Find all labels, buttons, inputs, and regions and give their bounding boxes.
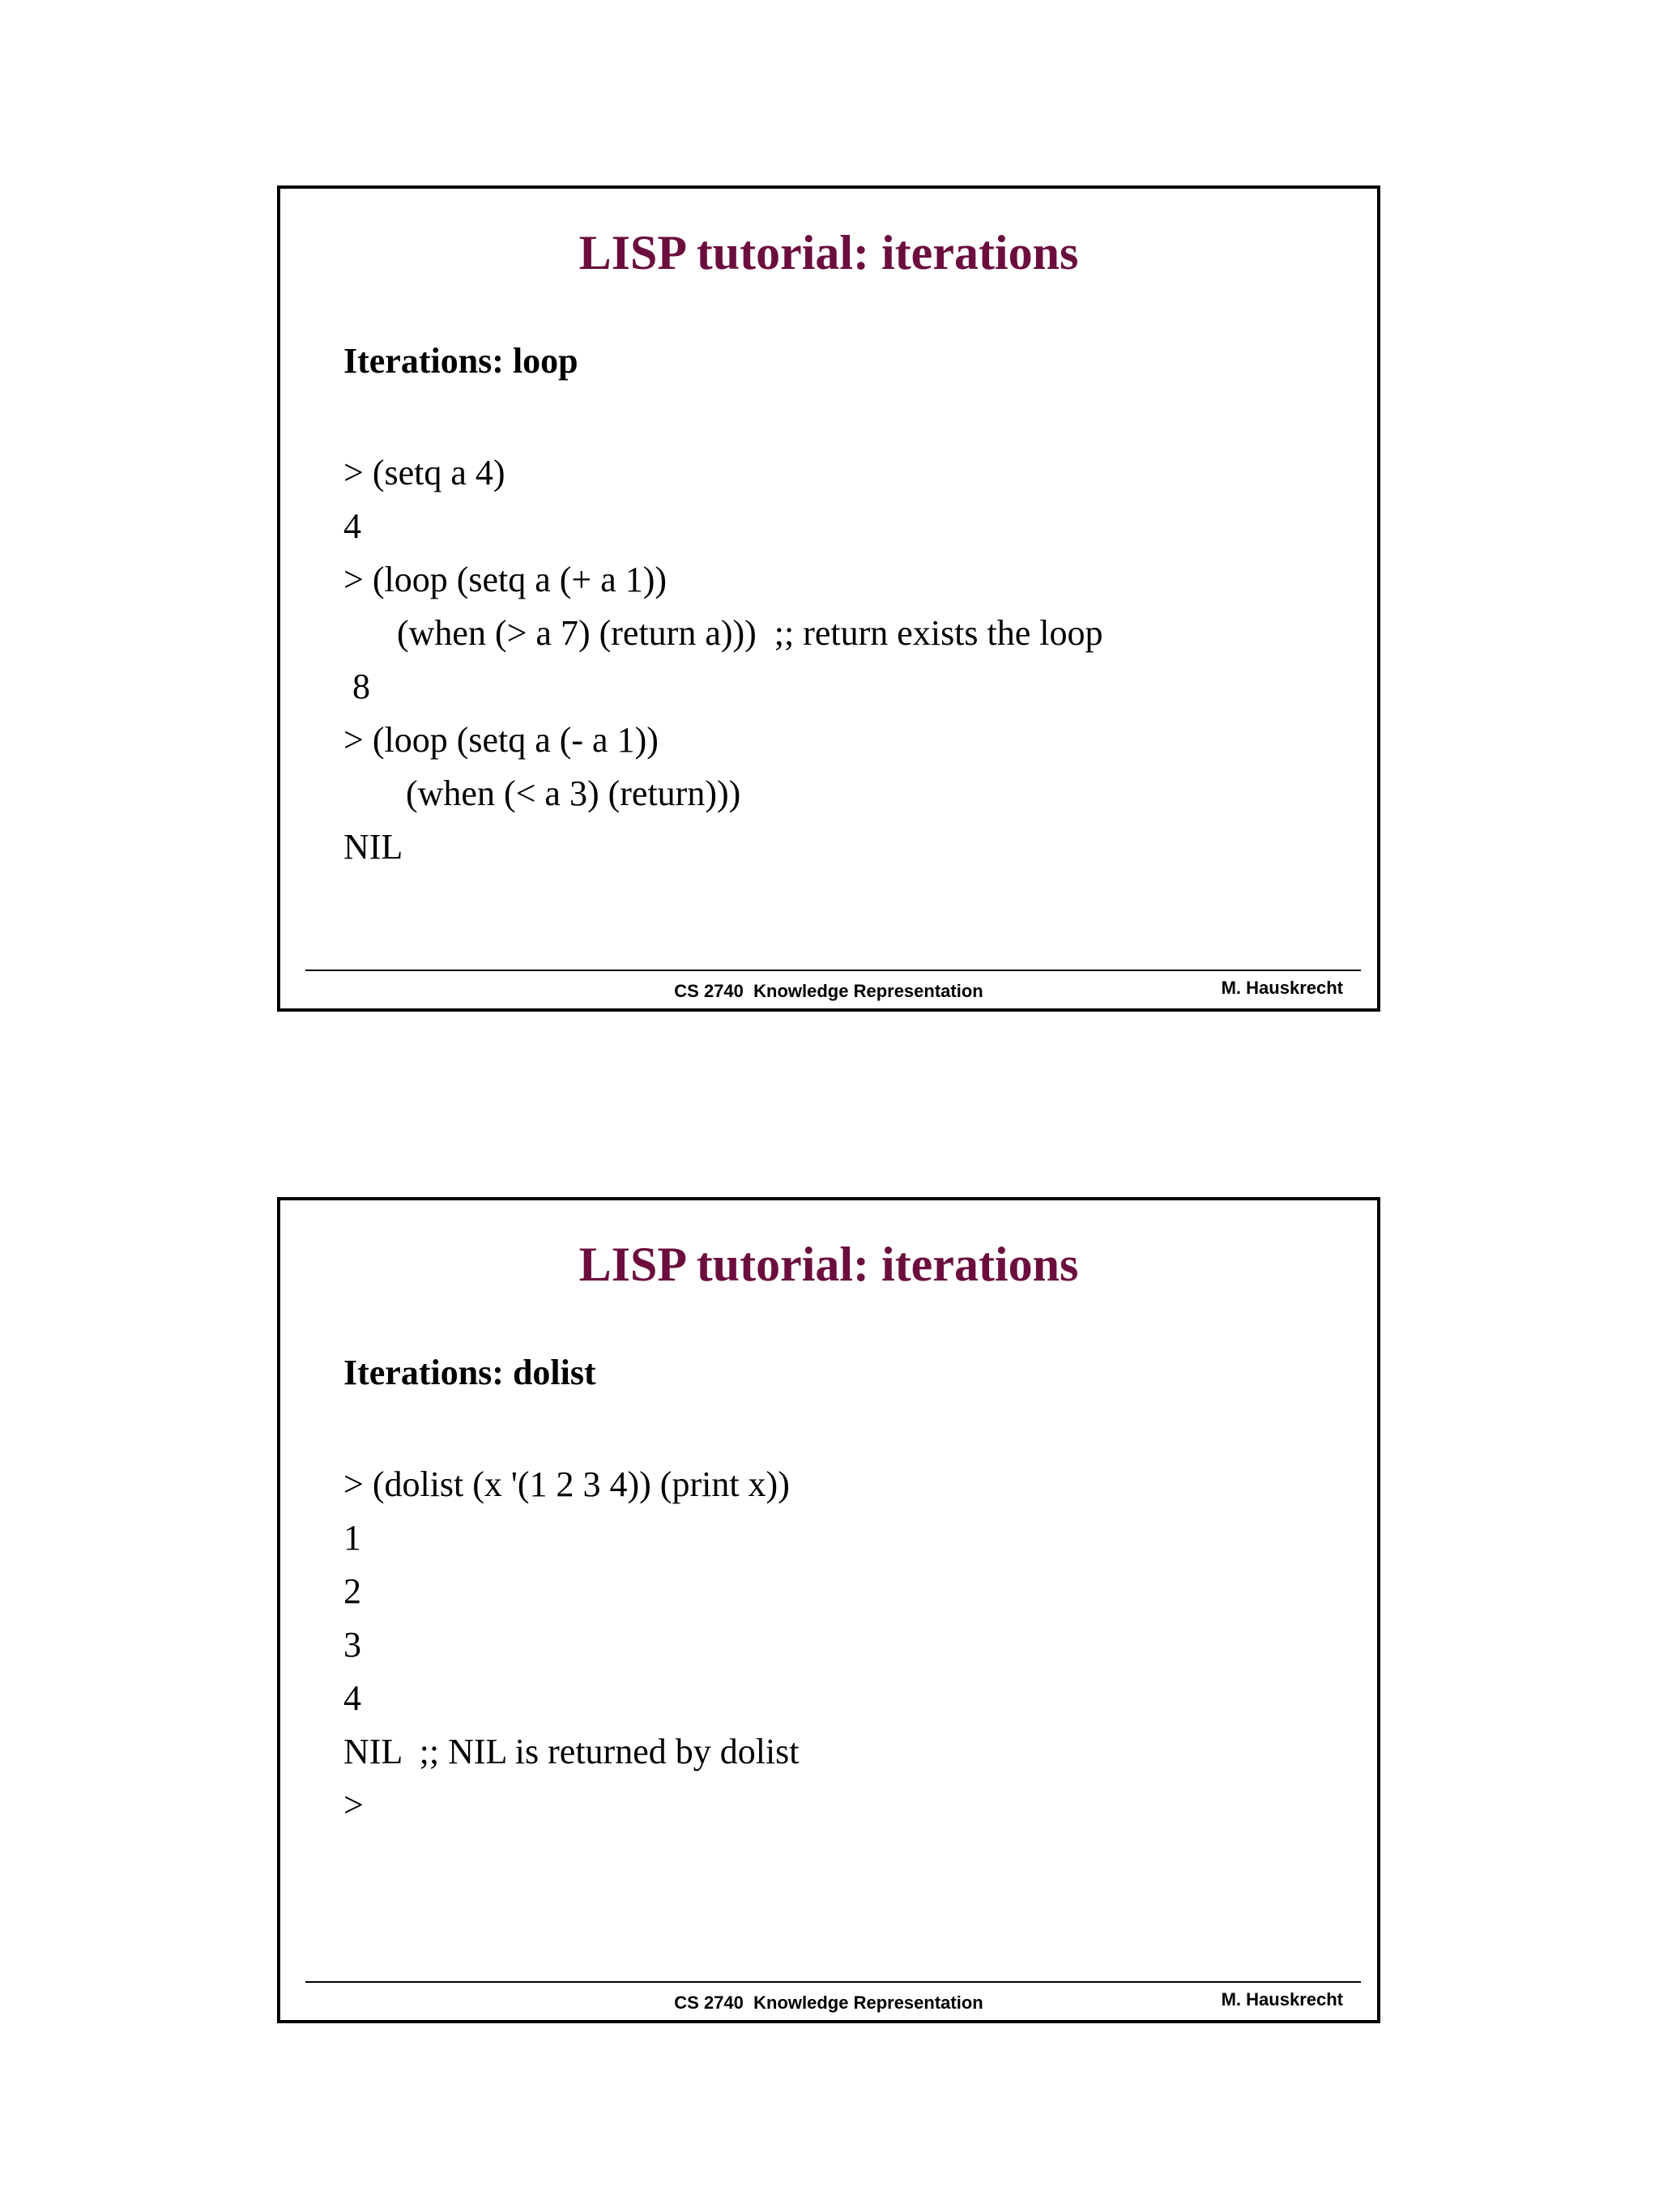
slide-title: LISP tutorial: iterations [578, 1238, 1079, 1291]
section-heading: Iterations: loop [343, 341, 578, 381]
footer-course: CS 2740 Knowledge Representation [674, 1993, 983, 2013]
footer-author: M. Hauskrecht [1221, 978, 1343, 998]
code-line: (when (< a 3) (return))) [343, 774, 741, 813]
code-line: NIL ;; NIL is returned by dolist [343, 1732, 800, 1771]
footer-course: CS 2740 Knowledge Representation [674, 981, 983, 1001]
code-line: 4 [343, 506, 361, 546]
code-line: > (setq a 4) [343, 453, 505, 492]
code-line: (when (> a 7) (return a))) ;; return exists the loop [343, 613, 1103, 653]
code-line: > (dolist (x '(1 2 3 4)) (print x)) [343, 1464, 790, 1504]
code-line: 1 [343, 1518, 361, 1558]
code-line: NIL [343, 827, 403, 867]
section-heading: Iterations: dolist [343, 1353, 596, 1392]
footer-author: M. Hauskrecht [1221, 1989, 1343, 2010]
slide-loop [277, 185, 1380, 1012]
code-line: > [343, 1785, 364, 1825]
slide-title: LISP tutorial: iterations [578, 226, 1079, 279]
code-line: > (loop (setq a (+ a 1)) [343, 560, 667, 599]
code-line: 8 [343, 667, 370, 706]
code-line: > (loop (setq a (- a 1)) [343, 720, 659, 760]
code-line: 3 [343, 1625, 361, 1664]
footer-divider [305, 970, 1361, 971]
code-example [343, 446, 1103, 874]
footer-divider [305, 1981, 1361, 1983]
code-line: 4 [343, 1678, 361, 1718]
code-example [343, 1458, 800, 1832]
slide-dolist [277, 1197, 1380, 2023]
code-line: 2 [343, 1571, 361, 1611]
